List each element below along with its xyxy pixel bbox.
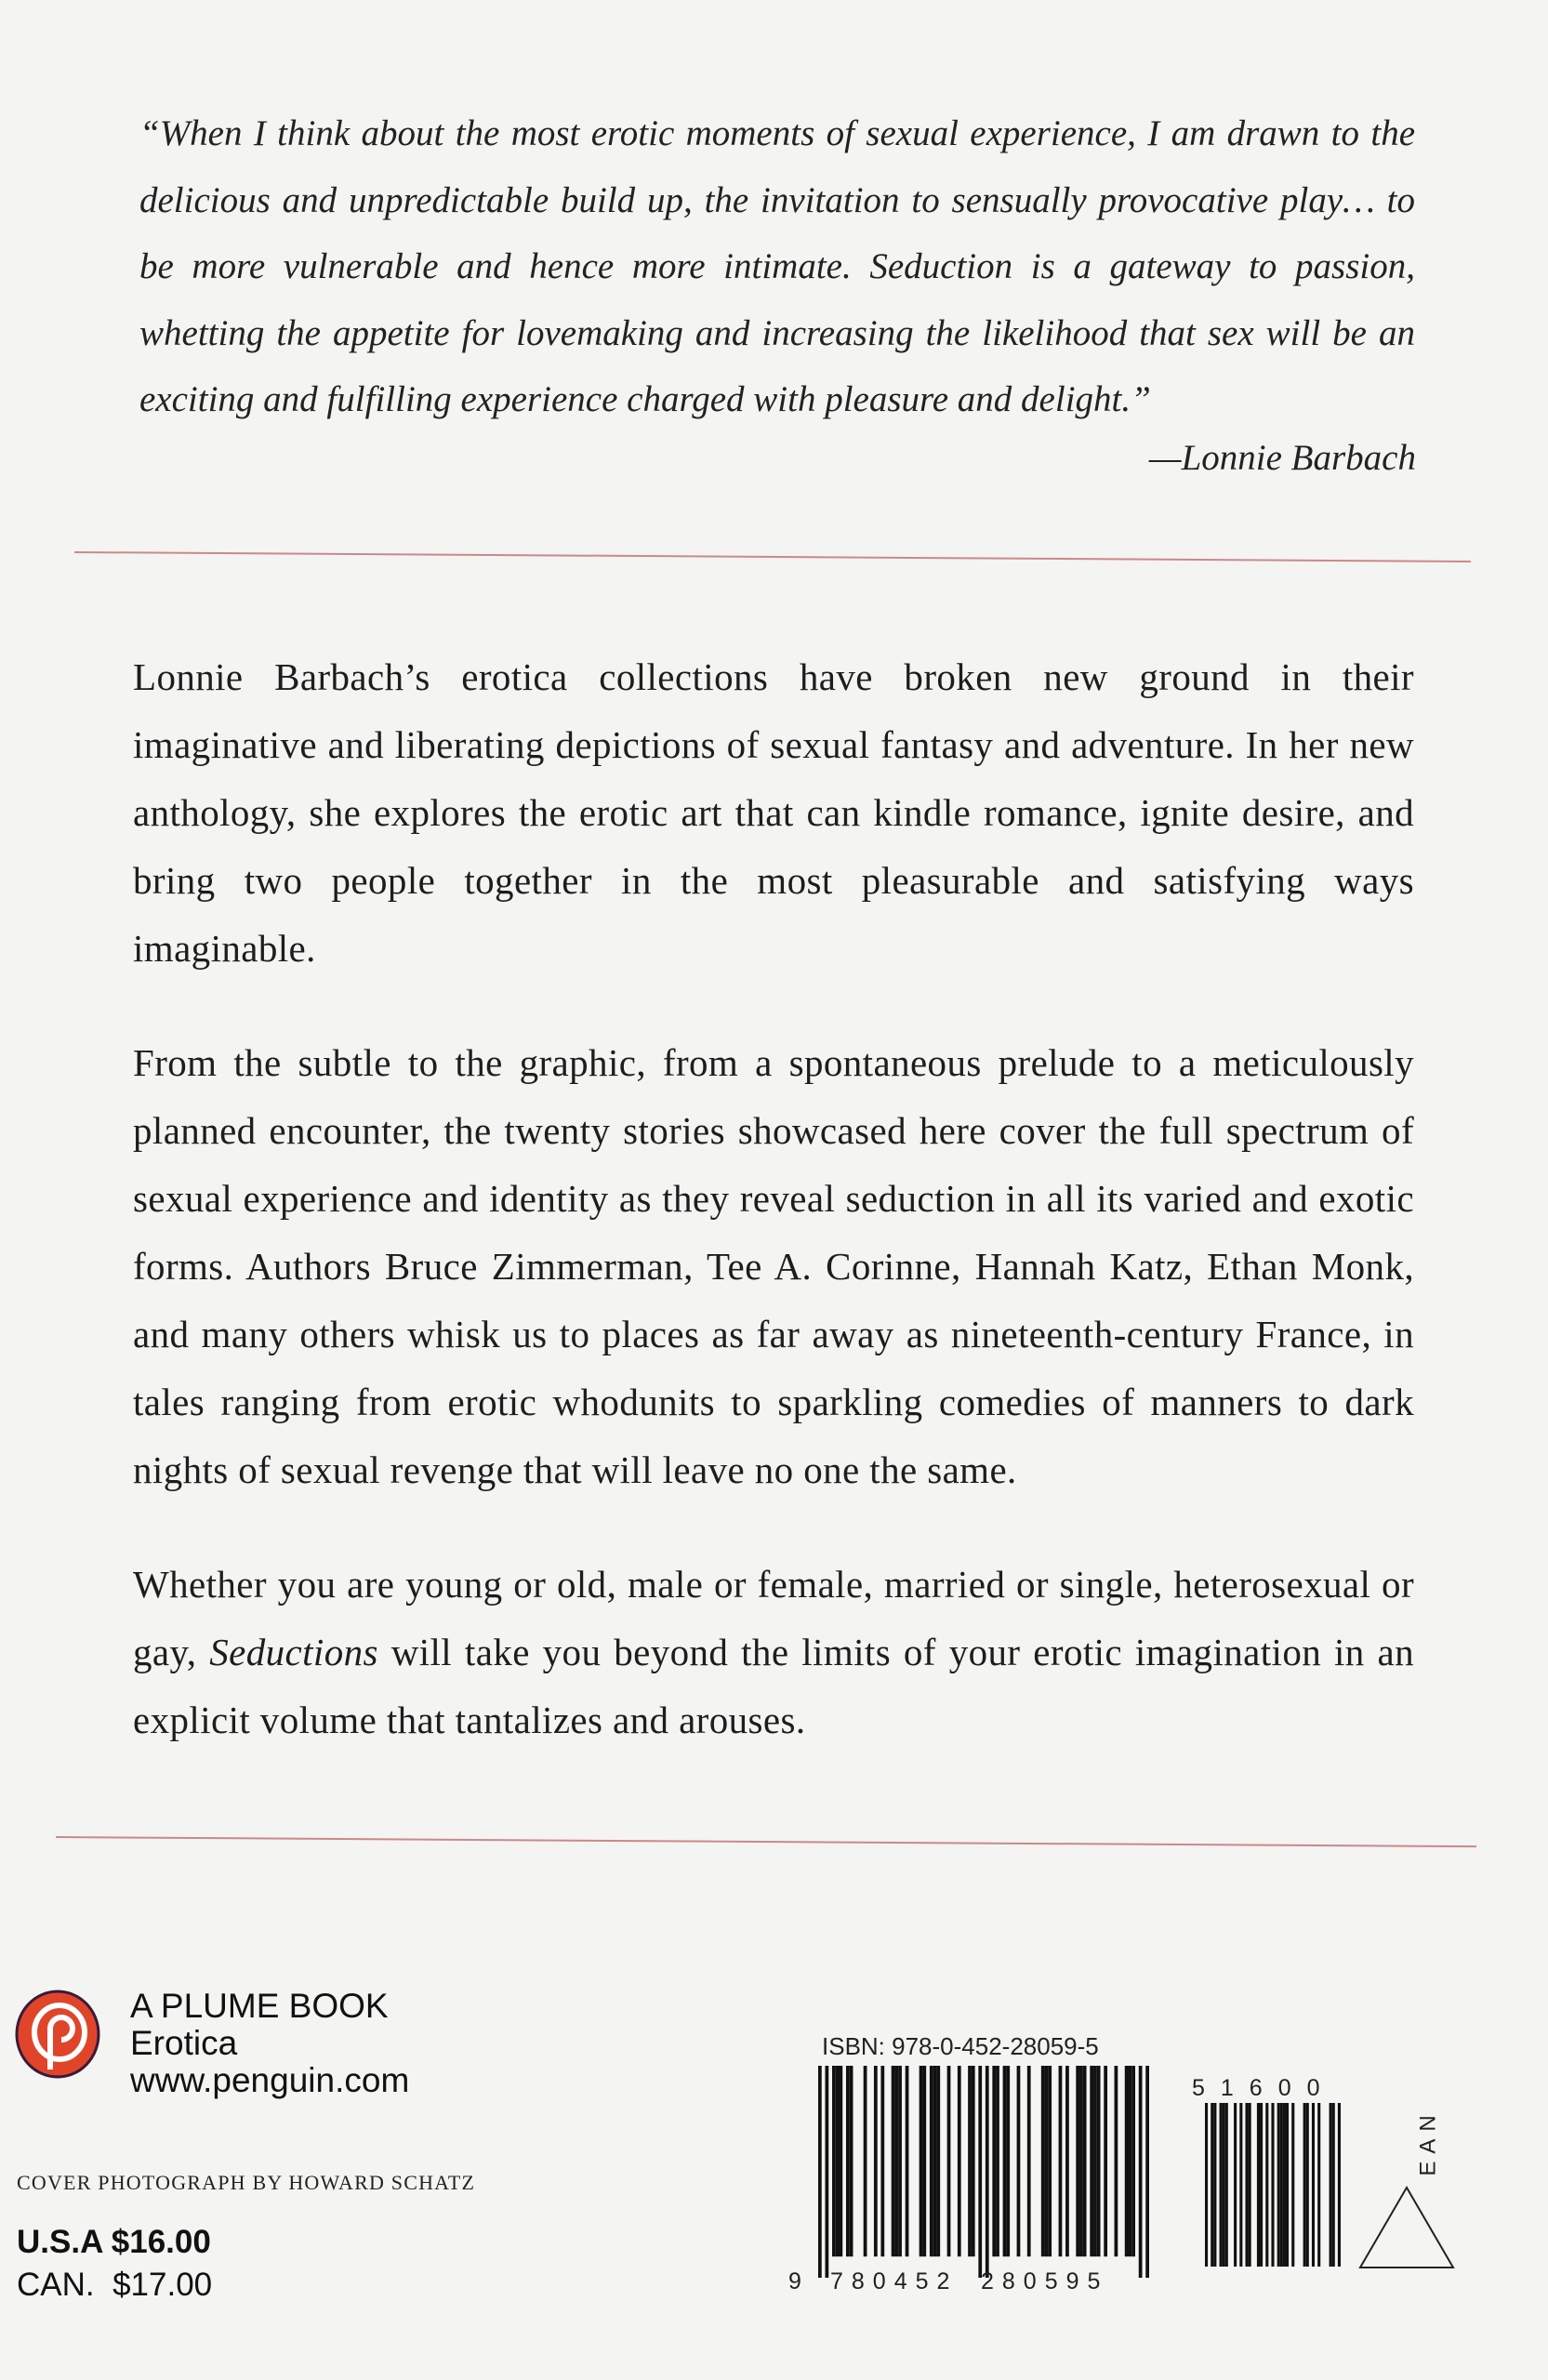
barcode-bar (936, 2066, 940, 2256)
barcode-bar (1125, 2066, 1129, 2256)
description-paragraph-2: From the subtle to the graphic, from a spontaneous prelude to a meticulously planned encounter, the twenty stories showcased here cover the full spectrum of sexual experience and identity as they reveal seduction in all its varied and exotic forms. Authors Bruce Zimmerman, Tee A. Corinne, Hannah Katz, Ethan Monk, and many others whisk us to places as far away as nineteenth-century France, in tales ranging from erotic whodunits to sparkling comedies of manners to dark nights of sexual revenge that will leave no one the same. (133, 1041, 1414, 1491)
addon-bar (1306, 2103, 1309, 2267)
barcode-bar (1129, 2066, 1132, 2256)
publisher-info (130, 1988, 409, 2099)
divider-top (74, 551, 1471, 562)
barcode-bar (947, 2066, 951, 2256)
barcode-bar (898, 2066, 902, 2256)
addon-bar (1283, 2103, 1286, 2267)
price-can: CAN. $17.00 (17, 2267, 213, 2303)
addon-bar (1260, 2103, 1263, 2267)
barcode-bar (1145, 2066, 1149, 2278)
barcode-bar (892, 2066, 895, 2256)
addon-bar (1205, 2103, 1208, 2267)
barcode-bar (996, 2066, 999, 2256)
addon-bar (1225, 2103, 1228, 2267)
barcode-bar (1090, 2066, 1093, 2256)
barcode-bar (818, 2066, 822, 2278)
barcode-bar (1093, 2066, 1097, 2256)
barcode-bar (920, 2066, 923, 2256)
divider-bottom (56, 1836, 1476, 1847)
addon-bar (1330, 2103, 1332, 2267)
barcode-bar (930, 2066, 933, 2256)
barcode-bar (1083, 2066, 1087, 2256)
barcode-bar (978, 2066, 982, 2278)
barcode-bar (1065, 2066, 1069, 2256)
addon-bar (1265, 2103, 1268, 2267)
addon-bar (1234, 2103, 1237, 2267)
addon-bar (1249, 2103, 1251, 2267)
addon-bar (1317, 2103, 1320, 2267)
addon-bar (1213, 2103, 1216, 2267)
barcode-bar (850, 2066, 853, 2256)
barcode-bar (846, 2066, 850, 2256)
category: Erotica (130, 2024, 238, 2062)
barcode-bar (1139, 2066, 1143, 2278)
publisher-website: www.penguin.com (130, 2061, 410, 2099)
barcode-bar (1059, 2066, 1063, 2256)
barcode-bar (839, 2066, 842, 2256)
barcode-bar (1104, 2066, 1107, 2256)
description-paragraph-1: Lonnie Barbach’s erotica collections have broken new ground in their imaginative and liberating depictions of sexual fantasy and adventure. In her new anthology, she explores the erotic art that can kindle romance, ignite desire, and bring two people together in the most pleasurable and satisfying ways imaginable. (133, 655, 1414, 970)
addon-bar (1257, 2103, 1260, 2267)
addon-bar (1211, 2103, 1213, 2267)
addon-bar (1338, 2103, 1341, 2267)
addon-bar (1286, 2103, 1289, 2267)
quote-attribution: —Lonnie Barbach (1148, 438, 1416, 478)
cover-photo-credit: COVER PHOTOGRAPH BY HOWARD SCHATZ (17, 2171, 476, 2194)
barcode-bar (832, 2066, 836, 2256)
addon-bar (1271, 2103, 1274, 2267)
addon-bar (1239, 2103, 1242, 2267)
addon-bar (1277, 2103, 1280, 2267)
barcode-bar (1131, 2066, 1135, 2256)
imprint-name: A PLUME BOOK (130, 1987, 389, 2025)
addon-bar (1223, 2103, 1225, 2267)
addon-bar (1245, 2103, 1248, 2267)
barcode-bar (933, 2066, 937, 2256)
barcode-bar (1017, 2066, 1021, 2256)
barcode-left-digits: 780452 (830, 2268, 959, 2294)
price-addon-barcode (1205, 2103, 1341, 2267)
barcode-bar (1097, 2066, 1101, 2256)
barcode-bar (968, 2066, 972, 2256)
pull-quote: “When I think about the most erotic moments of sexual experience, I am drawn to the delicious and unpredictable build up, the invitation to sensually provocative play… to be more vulnerable and hence more intimate. Seduction is a gateway to passion, whetting the appetite for lovemaking and increasing the likelihood that sex will be an exciting and fulfilling experience charged with pleasure and delight.” (139, 113, 1415, 419)
addon-bar (1312, 2103, 1315, 2267)
price-usa: U.S.A $16.00 (17, 2224, 211, 2260)
triangle-mark-icon (1357, 2185, 1456, 2270)
barcode-bar (1115, 2066, 1118, 2256)
p3-text: Whether you are young or old, male or female, married or single, heterosexual or gay, (133, 1563, 1414, 1673)
barcode-first-digit: 9 (788, 2268, 810, 2294)
barcode-bar (1048, 2066, 1052, 2256)
ean-barcode (818, 2066, 1149, 2278)
barcode-bar (836, 2066, 840, 2256)
description (133, 643, 1414, 1796)
barcode-bar (906, 2066, 909, 2256)
p3-text-end: will take you beyond the limits of your erotic imagination in an explicit volume that tantalizes and arouses. (133, 1631, 1414, 1741)
description-paragraph-3 (133, 1551, 1414, 1754)
barcode-bar (972, 2066, 975, 2256)
barcode-bar (1041, 2066, 1045, 2256)
book-title: Seductions (209, 1631, 378, 1673)
barcode-bar (1027, 2066, 1031, 2256)
addon-bar (1220, 2103, 1223, 2267)
barcode-bar (958, 2066, 961, 2256)
ean-label: EAN (1415, 2108, 1441, 2176)
barcode-bar (922, 2066, 926, 2256)
barcode-bar (864, 2066, 867, 2256)
addon-bar (1280, 2103, 1283, 2267)
penguin-p-logo-icon (13, 1988, 102, 2081)
addon-digits: 51600 (1192, 2075, 1336, 2101)
barcode-right-digits: 280595 (981, 2268, 1109, 2294)
barcode-bar (1003, 2066, 1007, 2256)
barcode-bar (894, 2066, 898, 2256)
addon-bar (1303, 2103, 1306, 2267)
addon-bar (1332, 2103, 1335, 2267)
barcode-bar (1076, 2066, 1079, 2256)
isbn-label: ISBN: 978-0-452-28059-5 (822, 2032, 1099, 2060)
barcode-bar (874, 2066, 878, 2256)
barcode-bar (1045, 2066, 1049, 2256)
addon-bar (1291, 2103, 1294, 2267)
barcode-bar (992, 2066, 996, 2256)
barcode-bar (880, 2066, 884, 2256)
barcode-bar (825, 2066, 828, 2278)
barcode-bar (1006, 2066, 1010, 2256)
barcode-bar (1079, 2066, 1083, 2256)
barcode-bar (986, 2066, 989, 2278)
